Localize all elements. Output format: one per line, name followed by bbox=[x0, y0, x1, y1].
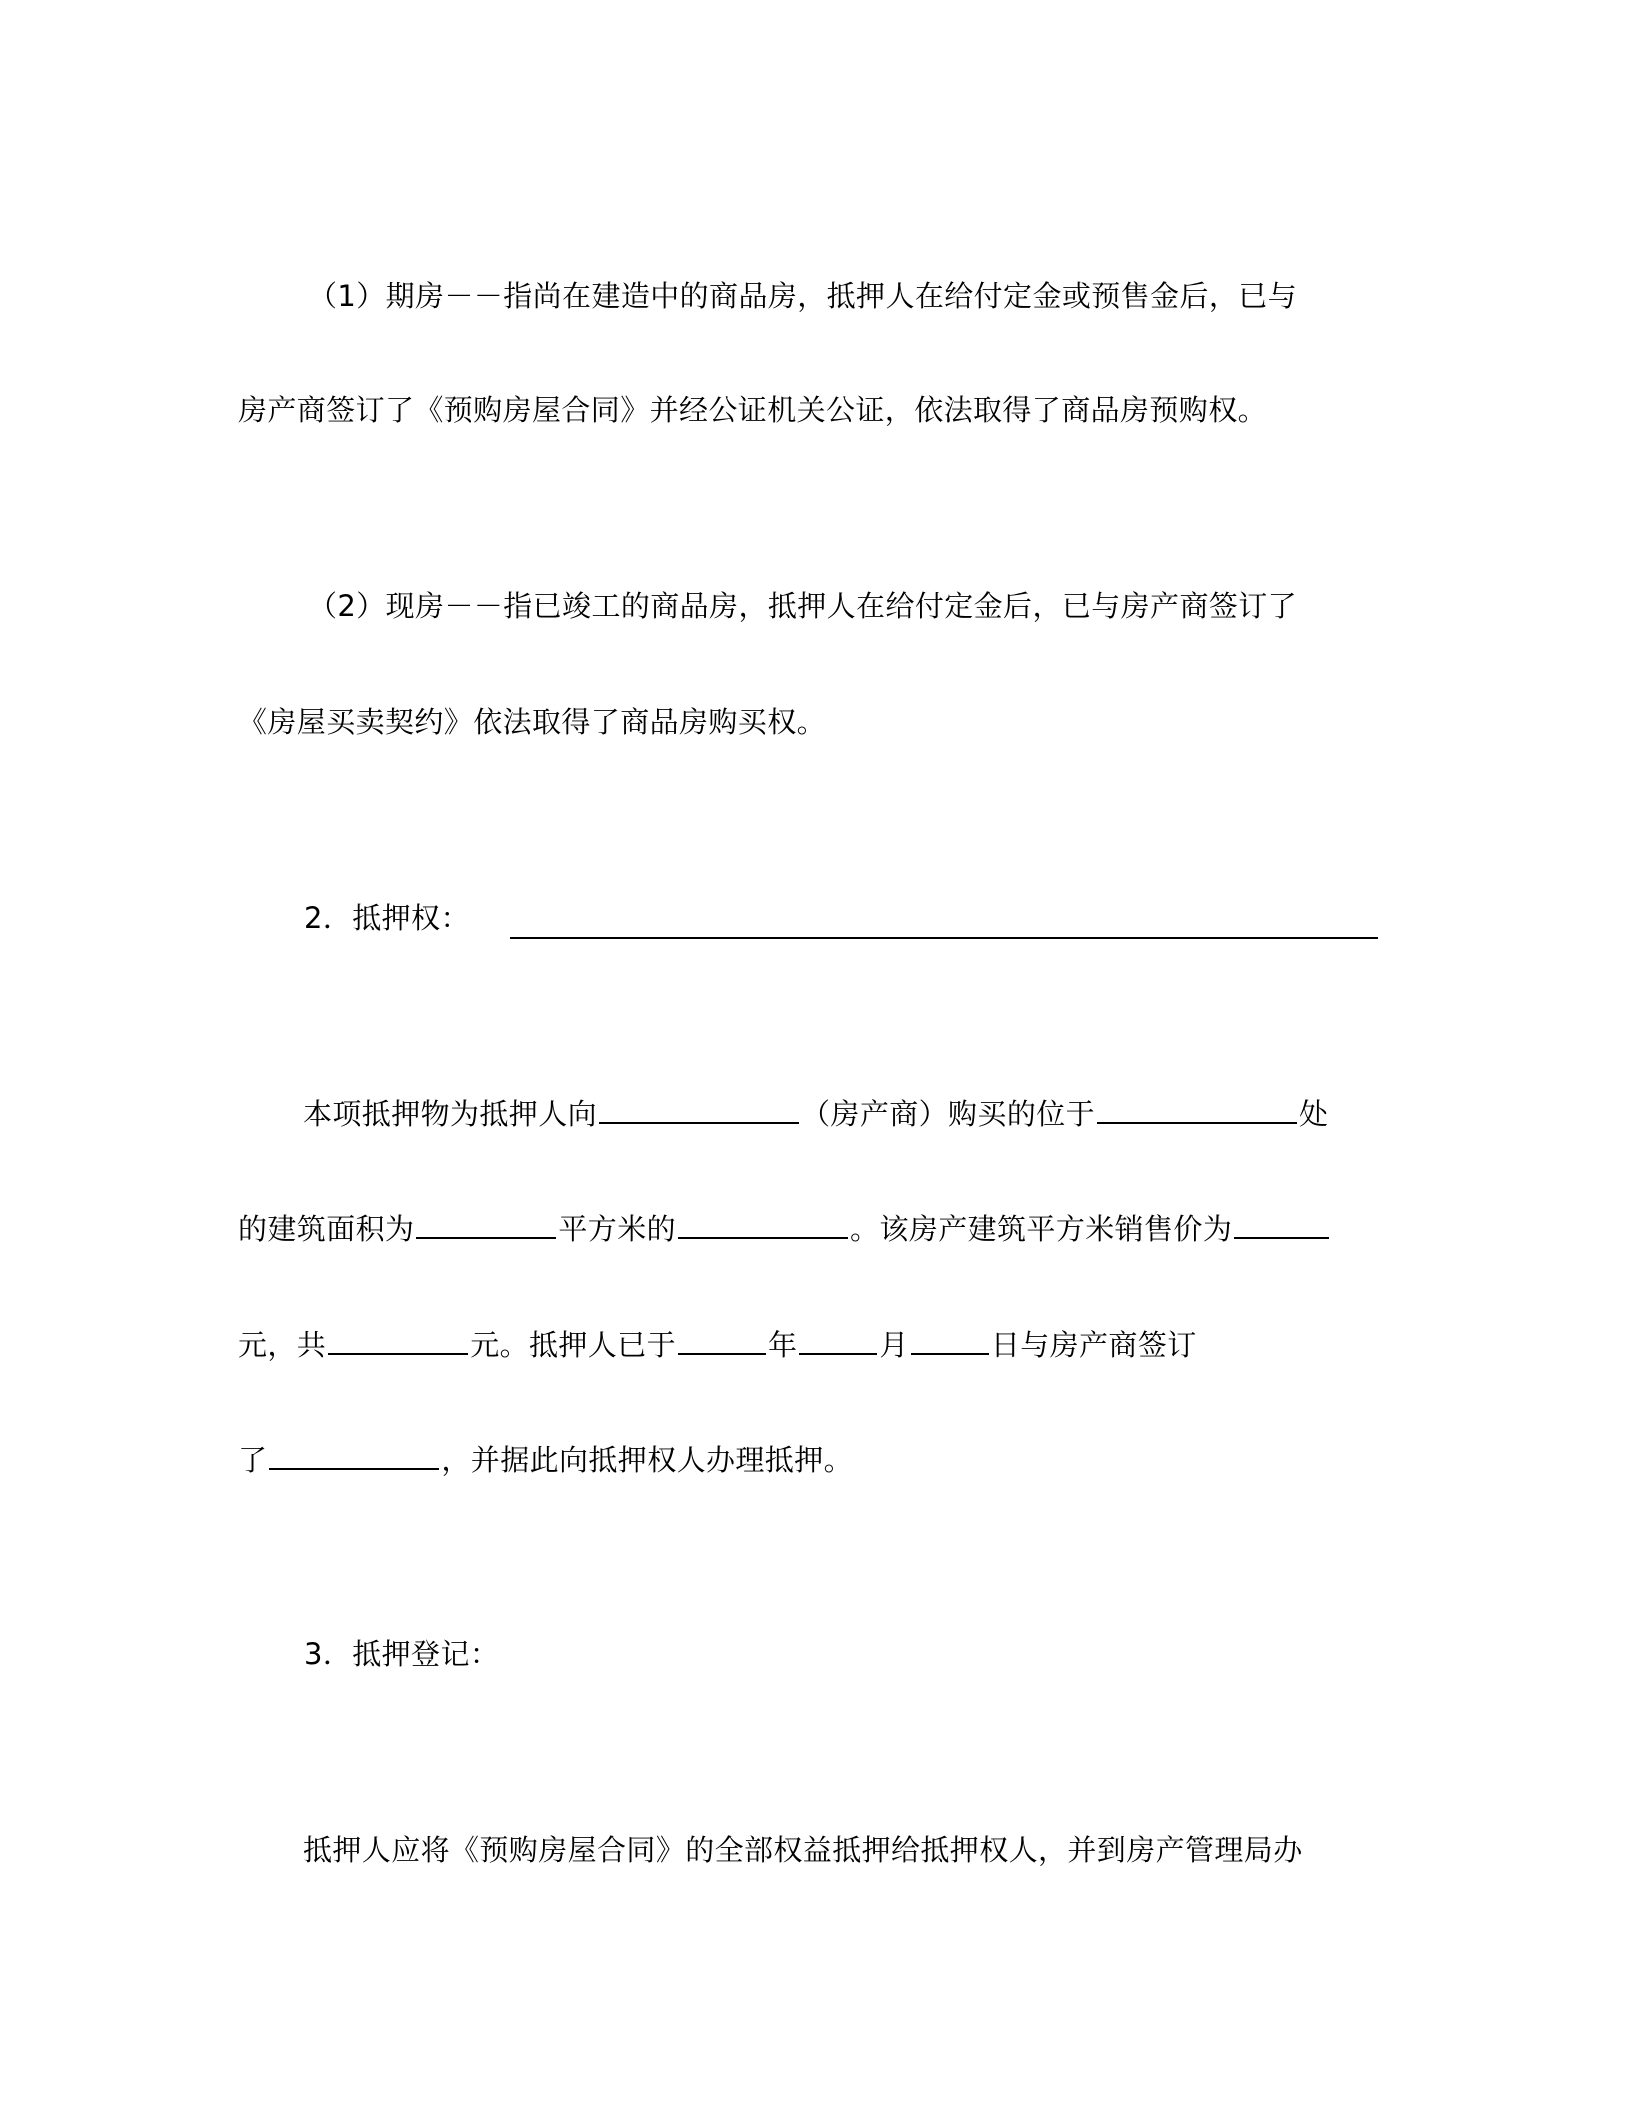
p3-text-13: ，并据此向抵押权人办理抵押。 bbox=[441, 1443, 854, 1477]
paragraph-1-line-2: 房产商签订了《预购房屋合同》并经公证机关公证，依法取得了商品房预购权。 bbox=[238, 393, 1268, 427]
contract-name-blank[interactable] bbox=[269, 1438, 439, 1470]
property-type-blank[interactable] bbox=[678, 1207, 848, 1239]
paragraph-4-line-1: 抵押人应将《预购房屋合同》的全部权益抵押给抵押权人，并到房产管理局办 bbox=[303, 1833, 1303, 1867]
paragraph-2-line-1: （2）现房－－指已竣工的商品房，抵押人在给付定金后，已与房产商签订了 bbox=[308, 589, 1298, 623]
p3-text-10: 月 bbox=[879, 1328, 909, 1362]
paragraph-2-line-2: 《房屋买卖契约》依法取得了商品房购买权。 bbox=[238, 705, 827, 739]
p3-text-12: 了 bbox=[238, 1443, 268, 1477]
area-blank[interactable] bbox=[416, 1207, 556, 1239]
location-blank[interactable] bbox=[1097, 1092, 1297, 1124]
section-2-heading: 2．抵押权： bbox=[304, 901, 470, 935]
paragraph-3-line-1 bbox=[303, 1092, 1328, 1132]
section-3-heading-line bbox=[304, 1634, 499, 1674]
p3-text-5: 平方米的 bbox=[558, 1212, 677, 1246]
year-blank[interactable] bbox=[678, 1323, 766, 1355]
developer-name-blank[interactable] bbox=[599, 1092, 799, 1124]
p3-text-2: （房产商）购买的位于 bbox=[801, 1097, 1096, 1131]
paragraph-3-line-4 bbox=[238, 1438, 853, 1478]
p3-text-3: 处 bbox=[1299, 1097, 1329, 1131]
p3-text-9: 年 bbox=[768, 1328, 798, 1362]
mortgage-right-blank[interactable] bbox=[510, 937, 1378, 939]
p3-text-8: 元。抵押人已于 bbox=[470, 1328, 677, 1362]
p3-text-11: 日与房产商签订 bbox=[990, 1328, 1197, 1362]
p3-text-1: 本项抵押物为抵押人向 bbox=[303, 1097, 598, 1131]
p3-text-6: 。该房产建筑平方米销售价为 bbox=[850, 1212, 1233, 1246]
unit-price-blank[interactable] bbox=[1234, 1207, 1329, 1239]
paragraph-1-line-1: （1）期房－－指尚在建造中的商品房，抵押人在给付定金或预售金后，已与 bbox=[308, 279, 1298, 313]
month-blank[interactable] bbox=[799, 1323, 877, 1355]
p3-text-4: 的建筑面积为 bbox=[238, 1212, 415, 1246]
day-blank[interactable] bbox=[911, 1323, 989, 1355]
total-price-blank[interactable] bbox=[328, 1323, 468, 1355]
paragraph-3-line-2 bbox=[238, 1207, 1331, 1247]
section-3-heading: 3．抵押登记： bbox=[304, 1637, 500, 1671]
paragraph-3-line-3 bbox=[238, 1323, 1197, 1363]
section-2-heading-line bbox=[304, 898, 470, 938]
p3-text-7: 元，共 bbox=[238, 1328, 327, 1362]
